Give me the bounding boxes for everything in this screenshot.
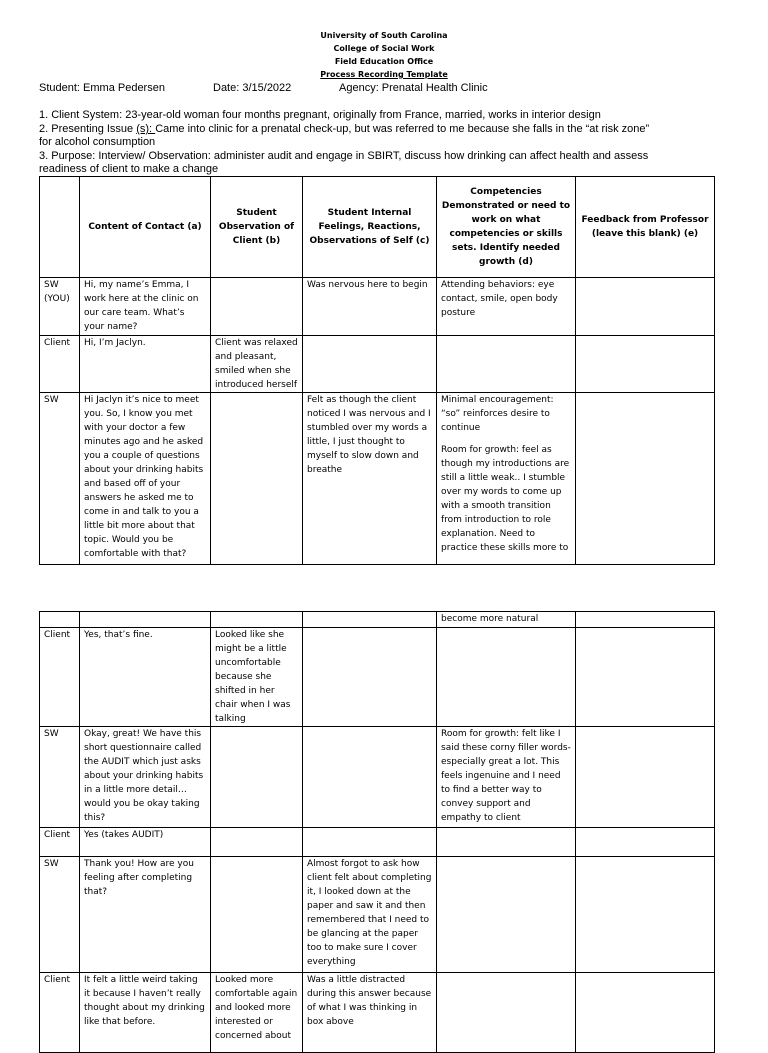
competencies-cell: Room for growth: felt like I said these corny filler words- especially great a lot. This feels ingenuine and I need to find a better way to convey support and empathy to client	[437, 727, 576, 828]
table-row	[40, 393, 715, 565]
presenting-issue-text: Came into clinic for a prenatal check-up, but was referred to me because she falls in the “at risk zone”	[155, 123, 650, 135]
content-cell: Thank you! How are you feeling after completing that?	[80, 857, 211, 973]
student-name: Student: Emma Pedersen	[39, 82, 165, 94]
observation-cell: Looked like she might be a little uncomfortable because she shifted in her chair when I was talking	[211, 628, 303, 727]
speaker-cell: Client	[40, 828, 80, 857]
header-role	[40, 177, 80, 278]
feelings-cell: Almost forgot to ask how client felt about completing it, I looked down at the paper and saw it and then remembered that I need to be glancing at the paper too to make sure I cover everything	[303, 857, 437, 973]
growth-note: Room for growth: feel as though my introductions are still a little weak.. I stumble over my words to come up with a smooth transition from introduction to role explanation. Need to practice these skills more to	[441, 445, 570, 553]
header-student-observation: Student Observation of Client (b)	[211, 177, 303, 278]
observation-cell	[211, 857, 303, 973]
observation-cell	[211, 612, 303, 628]
client-system: 1. Client System: 23-year-old woman four months pregnant, originally from France, married, works in interior design	[39, 109, 601, 121]
feelings-cell	[303, 828, 437, 857]
feedback-cell	[576, 973, 715, 1053]
content-cell: It felt a little weird taking it because I haven’t really thought about my drinking like that before.	[80, 973, 211, 1053]
observation-cell: Looked more comfortable again and looked more interested or concerned about	[211, 973, 303, 1053]
feedback-cell	[576, 828, 715, 857]
feelings-cell: Felt as though the client noticed I was nervous and I stumbled over my words a little, I just thought to myself to slow down and breathe	[303, 393, 437, 565]
header-content-of-contact: Content of Contact (a)	[80, 177, 211, 278]
competency-note: Minimal encouragement: “so” reinforces desire to continue	[441, 395, 554, 433]
observation-cell	[211, 828, 303, 857]
presenting-issue	[39, 124, 649, 135]
table-row	[40, 727, 715, 828]
process-recording-table-1	[39, 176, 715, 565]
observation-cell: Client was relaxed and pleasant, smiled when she introduced herself	[211, 336, 303, 393]
presenting-issue-prefix: 2. Presenting Issue	[39, 123, 137, 135]
table-row	[40, 973, 715, 1053]
table-row	[40, 857, 715, 973]
speaker-cell: Client	[40, 628, 80, 727]
competencies-cell	[437, 857, 576, 973]
observation-cell	[211, 393, 303, 565]
observation-cell	[211, 727, 303, 828]
college-name: College of Social Work	[333, 44, 435, 53]
header-competencies: Competencies Demonstrated or need to work on what competencies or skills sets. Identify needed growth (d)	[437, 177, 576, 278]
header-internal-feelings: Student Internal Feelings, Reactions, Observations of Self (c)	[303, 177, 437, 278]
feelings-cell	[303, 612, 437, 628]
feelings-cell	[303, 336, 437, 393]
competencies-cell: become more natural	[437, 612, 576, 628]
agency-name: Agency: Prenatal Health Clinic	[339, 82, 488, 94]
content-cell: Hi, my name’s Emma, I work here at the clinic on our care team. What’s your name?	[80, 278, 211, 336]
feelings-cell	[303, 727, 437, 828]
content-cell	[80, 612, 211, 628]
speaker-cell: SW	[40, 857, 80, 973]
feedback-cell	[576, 727, 715, 828]
presenting-issue-cont: for alcohol consumption	[39, 136, 156, 148]
feedback-cell	[576, 393, 715, 565]
speaker-cell: SW	[40, 727, 80, 828]
competencies-cell	[437, 828, 576, 857]
template-title: Process Recording Template	[320, 70, 448, 79]
content-cell: Okay, great! We have this short questionnaire called the AUDIT which just asks about your drinking habits in a little more detail… would you be okay taking this?	[80, 727, 211, 828]
feedback-cell	[576, 278, 715, 336]
competencies-cell: Attending behaviors: eye contact, smile, open body posture	[437, 278, 576, 336]
competencies-cell	[437, 393, 576, 565]
feedback-cell	[576, 628, 715, 727]
feedback-cell	[576, 612, 715, 628]
feedback-cell	[576, 857, 715, 973]
table-row	[40, 828, 715, 857]
table-row	[40, 612, 715, 628]
table-row	[40, 628, 715, 727]
feelings-cell: Was a little distracted during this answer because of what I was thinking in box above	[303, 973, 437, 1053]
content-cell: Yes (takes AUDIT)	[80, 828, 211, 857]
presenting-issue-underlined: (s):	[136, 123, 156, 135]
table-row	[40, 278, 715, 336]
office-name: Field Education Office	[334, 57, 434, 66]
recording-date: Date: 3/15/2022	[213, 82, 292, 94]
table-header-row	[40, 177, 715, 278]
purpose-cont: readiness of client to make a change	[39, 163, 219, 175]
competencies-cell	[437, 336, 576, 393]
speaker-cell: SW (YOU)	[40, 278, 80, 336]
university-name: University of South Carolina	[320, 31, 448, 40]
speaker-cell: SW	[40, 393, 80, 565]
feelings-cell	[303, 628, 437, 727]
content-cell: Yes, that’s fine.	[80, 628, 211, 727]
process-recording-table-2	[39, 611, 715, 1053]
speaker-cell: Client	[40, 973, 80, 1053]
feelings-cell: Was nervous here to begin	[303, 278, 437, 336]
speaker-cell: Client	[40, 336, 80, 393]
purpose: 3. Purpose: Interview/ Observation: administer audit and engage in SBIRT, discuss how drinking can affect health and assess	[39, 150, 649, 162]
content-cell: Hi, I’m Jaclyn.	[80, 336, 211, 393]
competencies-cell	[437, 628, 576, 727]
speaker-cell	[40, 612, 80, 628]
table-row	[40, 336, 715, 393]
feedback-cell	[576, 336, 715, 393]
observation-cell	[211, 278, 303, 336]
header-professor-feedback: Feedback from Professor (leave this blank) (e)	[576, 177, 715, 278]
competencies-cell	[437, 973, 576, 1053]
content-cell: Hi Jaclyn it’s nice to meet you. So, I know you met with your doctor a few minutes ago and he asked you a couple of questions about your drinking habits and based off of your answers he asked me to come in and talk to you a little bit more about that topic. Would you be comfortable with that?	[80, 393, 211, 565]
